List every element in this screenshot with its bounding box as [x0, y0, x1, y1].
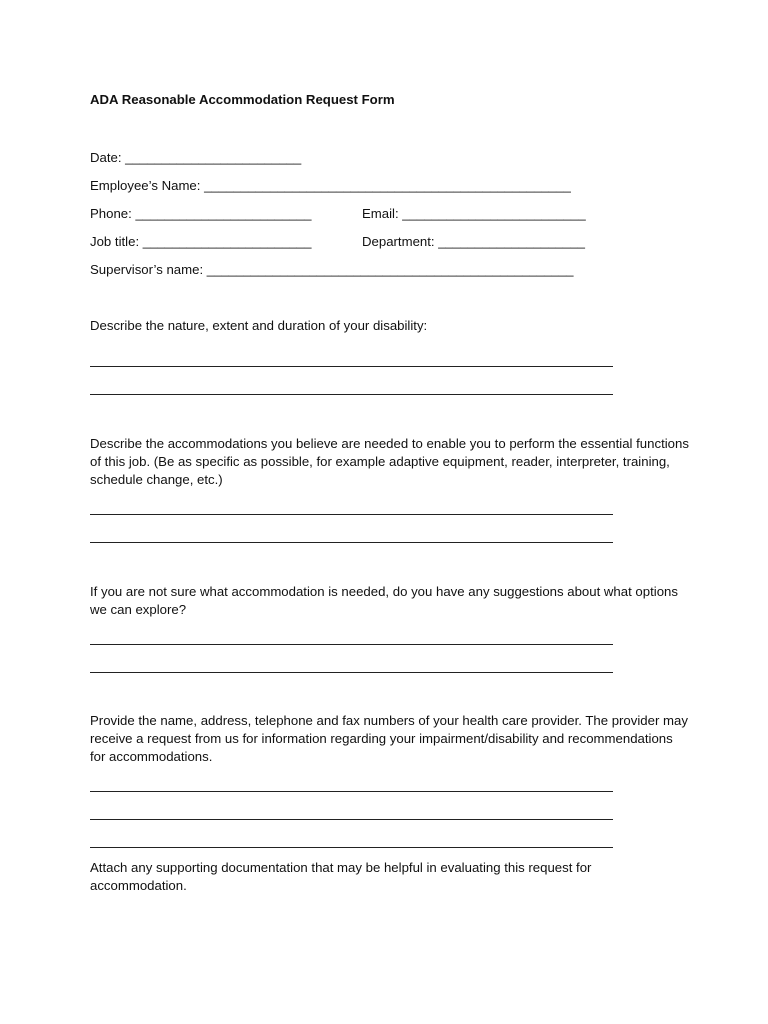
- accommodations-question: Describe the accommodations you believe are needed to enable you to perform the essential functions of this job. (Be as specific as possible, for example adaptive equipment, reader, interpreter, training, schedule change, etc.): [90, 436, 689, 487]
- suggestions-answer-line[interactable]: [90, 672, 613, 673]
- provider-answer-line[interactable]: [90, 847, 613, 848]
- supervisor-name-field[interactable]: Supervisor’s name: __________________________________________________: [90, 262, 574, 277]
- email-field[interactable]: Email: _________________________: [362, 206, 586, 221]
- employee-name-field[interactable]: Employee’s Name: __________________________________________________: [90, 178, 571, 193]
- accommodations-answer-line[interactable]: [90, 514, 613, 515]
- provider-answer-line[interactable]: [90, 791, 613, 792]
- job-title-field[interactable]: Job title: _______________________: [90, 234, 312, 249]
- attach-documentation-note: Attach any supporting documentation that may be helpful in evaluating this request for accommodation.: [90, 860, 592, 893]
- suggestions-answer-line[interactable]: [90, 644, 613, 645]
- form-title: ADA Reasonable Accommodation Request Form: [90, 92, 395, 107]
- disability-answer-line[interactable]: [90, 366, 613, 367]
- disability-question: Describe the nature, extent and duration of your disability:: [90, 318, 428, 333]
- date-field[interactable]: Date: ________________________: [90, 150, 302, 165]
- provider-answer-line[interactable]: [90, 819, 613, 820]
- department-field[interactable]: Department: ____________________: [362, 234, 585, 249]
- accommodations-answer-line[interactable]: [90, 542, 613, 543]
- phone-field[interactable]: Phone: ________________________: [90, 206, 312, 221]
- disability-answer-line[interactable]: [90, 394, 613, 395]
- suggestions-question: If you are not sure what accommodation is needed, do you have any suggestions about what options we can explore?: [90, 584, 678, 617]
- provider-question: Provide the name, address, telephone and fax numbers of your health care provider. The provider may receive a request from us for information regarding your impairment/disability and recommendations for accommodations.: [90, 713, 688, 764]
